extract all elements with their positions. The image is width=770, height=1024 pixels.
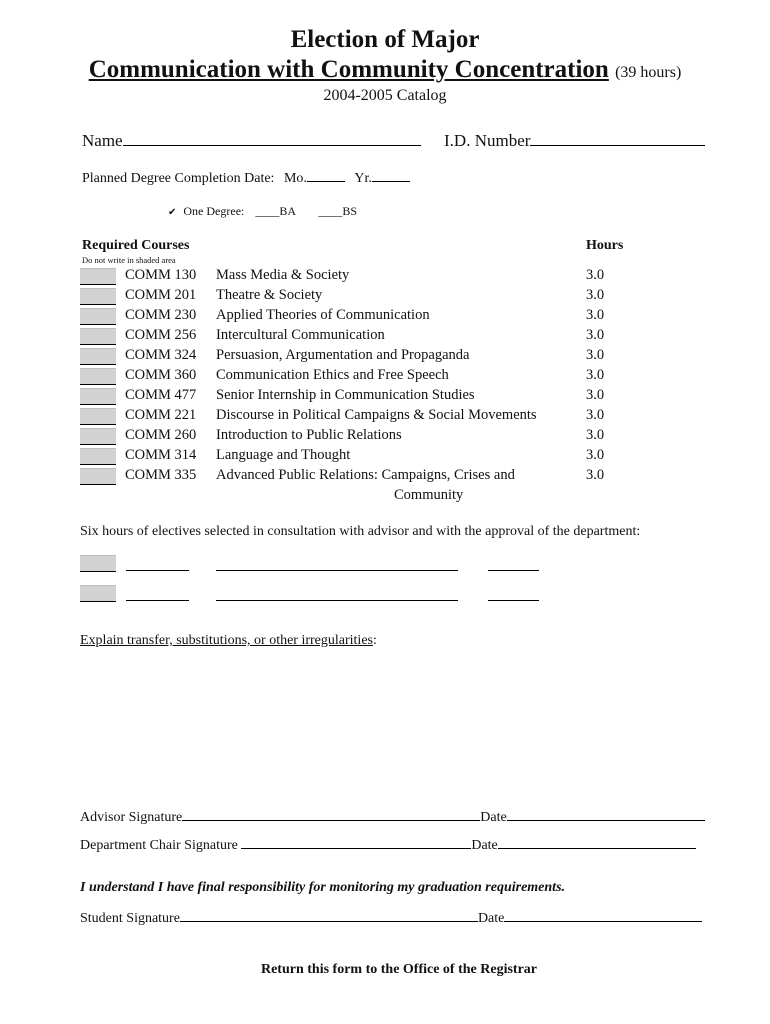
elective-1-shaded-box — [80, 555, 116, 572]
course-hours: 3.0 — [586, 387, 605, 403]
advisor-date-label: Date — [480, 810, 507, 825]
chair-signature-label: Department Chair Signature — [80, 838, 238, 853]
course-name: Intercultural Communication — [216, 327, 385, 343]
total-hours-note: (39 hours) — [615, 64, 682, 81]
id-number-label: I.D. Number — [444, 131, 531, 150]
one-degree-label: One Degree: — [183, 204, 245, 218]
bs-option[interactable]: ____BS — [318, 204, 358, 218]
course-row — [0, 367, 770, 387]
course-name: Discourse in Political Campaigns & Social Movements — [216, 407, 537, 423]
elective-2-title-line[interactable] — [216, 599, 458, 601]
course-code: COMM 477 — [125, 387, 197, 403]
course-hours: 3.0 — [586, 427, 605, 443]
course-hours: 3.0 — [586, 287, 605, 303]
degree-row — [168, 204, 357, 219]
student-date-label: Date — [477, 911, 505, 926]
advisor-date-line[interactable] — [507, 806, 705, 821]
course-hours: 3.0 — [586, 467, 605, 483]
course-row — [0, 347, 770, 367]
course-hours: 3.0 — [586, 447, 605, 463]
month-label: Mo. — [283, 171, 307, 186]
chair-signature-row — [80, 834, 696, 854]
elective-1-hours-line[interactable] — [488, 569, 539, 571]
year-line[interactable] — [372, 167, 410, 182]
id-number-line[interactable] — [530, 128, 705, 146]
course-code: COMM 360 — [125, 367, 197, 383]
year-label: Yr. — [354, 171, 372, 186]
completion-date-row — [82, 167, 410, 187]
responsibility-statement: I understand I have final responsibility for monitoring my graduation requirements. — [80, 880, 566, 895]
course-name-continuation: Community — [394, 487, 464, 503]
explain-irregularities-label — [80, 633, 377, 649]
course-name: Theatre & Society — [216, 287, 323, 303]
name-field[interactable] — [82, 128, 421, 151]
advisor-signature-label: Advisor Signature — [80, 810, 183, 825]
course-row — [0, 407, 770, 427]
course-hours: 3.0 — [586, 407, 605, 423]
shaded-area-note: Do not write in shaded area — [82, 255, 176, 265]
catalog-year: 2004-2005 Catalog — [323, 87, 447, 104]
course-code: COMM 130 — [125, 267, 197, 283]
explain-colon: : — [372, 633, 377, 648]
chair-date-line[interactable] — [498, 834, 696, 849]
course-hours: 3.0 — [586, 267, 605, 283]
course-code: COMM 314 — [125, 447, 197, 463]
chair-signature-line[interactable] — [241, 834, 471, 849]
course-row — [0, 287, 770, 307]
student-date-line[interactable] — [504, 907, 702, 922]
course-row — [0, 447, 770, 467]
completion-date-label: Planned Degree Completion Date: — [82, 171, 275, 186]
course-code: COMM 221 — [125, 407, 197, 423]
month-line[interactable] — [307, 167, 345, 182]
course-row — [0, 307, 770, 327]
elective-2-hours-line[interactable] — [488, 599, 539, 601]
student-signature-line[interactable] — [180, 907, 478, 922]
course-code: COMM 256 — [125, 327, 197, 343]
concentration-name: Communication with Community Concentration — [88, 56, 609, 83]
course-hours: 3.0 — [586, 307, 605, 323]
course-row — [0, 267, 770, 287]
course-row — [0, 427, 770, 447]
course-hours: 3.0 — [586, 327, 605, 343]
course-name: Communication Ethics and Free Speech — [216, 367, 449, 383]
advisor-signature-line[interactable] — [182, 806, 480, 821]
ba-option[interactable]: ____BA — [255, 204, 296, 218]
course-hours: 3.0 — [586, 367, 605, 383]
id-number-field[interactable] — [444, 128, 705, 151]
student-signature-row — [80, 907, 702, 927]
course-name: Applied Theories of Communication — [216, 307, 430, 323]
course-name: Persuasion, Argumentation and Propaganda — [216, 347, 470, 363]
course-code: COMM 324 — [125, 347, 197, 363]
electives-instruction: Six hours of electives selected in consultation with advisor and with the approval of the department: — [80, 524, 641, 539]
course-code: COMM 201 — [125, 287, 197, 303]
course-name: Introduction to Public Relations — [216, 427, 402, 443]
course-row — [0, 387, 770, 407]
return-instruction: Return this form to the Office of the Registrar — [260, 962, 538, 977]
hours-heading: Hours — [586, 238, 624, 253]
advisor-signature-row — [80, 806, 705, 826]
course-name: Mass Media & Society — [216, 267, 350, 283]
student-signature-label: Student Signature — [80, 911, 180, 926]
course-name: Language and Thought — [216, 447, 351, 463]
checkmark-icon: ✔ — [168, 207, 177, 218]
elective-1-title-line[interactable] — [216, 569, 458, 571]
course-hours: 3.0 — [586, 347, 605, 363]
elective-2-shaded-box — [80, 585, 116, 602]
name-line[interactable] — [123, 128, 421, 146]
form-title: Election of Major — [290, 26, 480, 53]
explain-text: Explain transfer, substitutions, or other irregularities — [80, 633, 373, 648]
name-label: Name — [82, 131, 123, 150]
course-row — [0, 327, 770, 347]
course-name: Senior Internship in Communication Studies — [216, 387, 475, 403]
elective-1-course-line[interactable] — [126, 569, 189, 571]
course-name: Advanced Public Relations: Campaigns, Crises and — [216, 467, 515, 483]
chair-date-label: Date — [471, 838, 498, 853]
elective-2-course-line[interactable] — [126, 599, 189, 601]
course-code: COMM 335 — [125, 467, 197, 483]
required-courses-heading: Required Courses — [82, 238, 190, 253]
course-row — [0, 467, 770, 487]
course-code: COMM 230 — [125, 307, 197, 323]
form-subtitle — [0, 56, 770, 84]
course-code: COMM 260 — [125, 427, 197, 443]
